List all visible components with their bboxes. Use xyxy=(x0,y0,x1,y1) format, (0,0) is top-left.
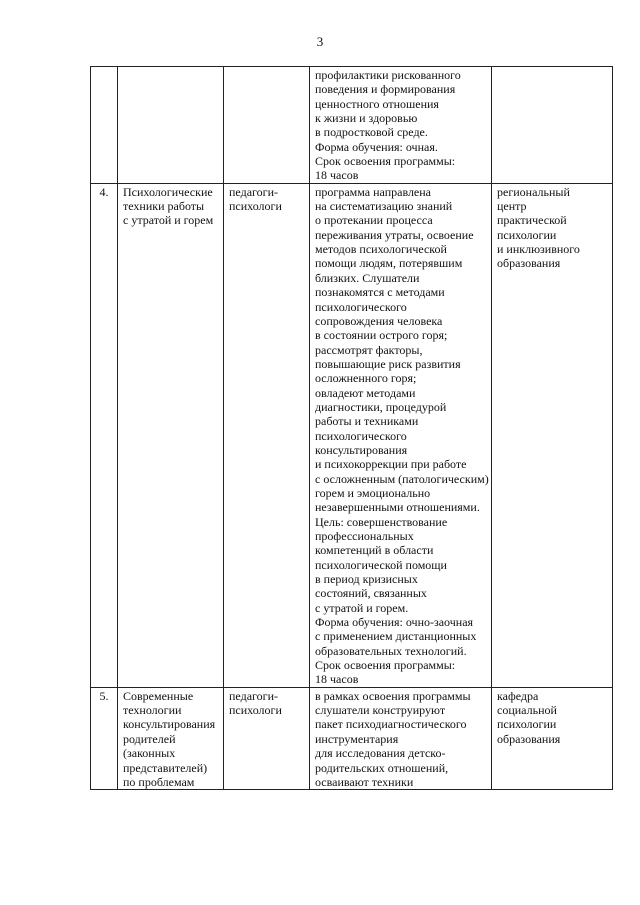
text-line: пакет психодиагностического xyxy=(315,717,467,732)
text-line: ценностного отношения xyxy=(315,96,439,111)
text-line: технологии xyxy=(123,703,182,718)
description-cell xyxy=(310,183,492,687)
text-line: педагоги- xyxy=(229,184,278,199)
organization-cell xyxy=(492,687,613,789)
text-line: Современные xyxy=(123,688,194,703)
text-line: психологи xyxy=(229,703,282,718)
text-line: по проблемам xyxy=(123,774,195,789)
text-line: методов психологической xyxy=(315,242,447,257)
table-row xyxy=(91,67,613,184)
table-row xyxy=(91,687,613,789)
text-line: с утратой и горем xyxy=(123,213,214,228)
text-line: региональный xyxy=(497,184,570,199)
text-line: 18 часов xyxy=(315,168,359,183)
text-line: представителей) xyxy=(123,760,208,775)
text-line: центр xyxy=(497,199,527,214)
program-name-cell xyxy=(118,183,224,687)
text-line: осваивают техники xyxy=(315,774,414,789)
text-line: незавершенными отношениями. xyxy=(315,500,480,515)
row-number-cell: 5. xyxy=(91,687,118,789)
text-line: рассмотрят факторы, xyxy=(315,342,423,357)
text-line: Цель: совершенствование xyxy=(315,514,448,529)
text-line: Психологические xyxy=(123,184,213,199)
description-cell xyxy=(310,687,492,789)
text-line: познакомятся с методами xyxy=(315,285,445,300)
text-line: помощи людям, потерявшим xyxy=(315,256,463,271)
text-line: для исследования детско- xyxy=(315,746,446,761)
page-number: 3 xyxy=(316,34,324,49)
text-line: консультирования xyxy=(315,442,408,457)
text-line: Срок освоения программы: xyxy=(315,658,456,673)
text-line: социальной xyxy=(497,703,557,718)
text-line: психологи xyxy=(229,199,282,214)
text-line: сопровождения человека xyxy=(315,313,443,328)
program-name-cell xyxy=(118,67,224,184)
text-line: психологического xyxy=(315,428,407,443)
description-cell xyxy=(310,67,492,184)
organization-cell xyxy=(492,183,613,687)
audience-cell xyxy=(224,183,310,687)
text-line: техники работы xyxy=(123,199,205,214)
text-line: (законных xyxy=(123,746,176,761)
row-number-cell: 4. xyxy=(91,183,118,687)
text-line: к жизни и здоровью xyxy=(315,111,418,126)
text-line: профилактики рискованного xyxy=(315,68,461,82)
row-number-cell xyxy=(91,67,118,184)
text-line: работы и техниками xyxy=(315,414,419,429)
text-line: повышающие риск развития xyxy=(315,356,461,371)
text-line: в состоянии острого горя; xyxy=(315,328,448,343)
text-line: психологии xyxy=(497,227,557,242)
text-line: поведения и формирования xyxy=(315,82,456,97)
text-line: психологии xyxy=(497,717,557,732)
program-name-cell xyxy=(118,687,224,789)
text-line: 18 часов xyxy=(315,672,359,687)
text-line: горем и эмоционально xyxy=(315,485,431,500)
text-line: образовательных технологий. xyxy=(315,643,467,658)
text-line: образования xyxy=(497,256,561,271)
audience-cell xyxy=(224,67,310,184)
text-line: о протекании процесса xyxy=(315,213,433,228)
text-line: с осложненным (патологическим) xyxy=(315,471,489,486)
text-line: родителей xyxy=(123,731,176,746)
text-line: и психокоррекции при работе xyxy=(315,457,467,472)
text-line: на систематизацию знаний xyxy=(315,199,453,214)
programs-table xyxy=(90,66,613,790)
text-line: компетенций в области xyxy=(315,543,434,558)
text-line: практической xyxy=(497,213,567,228)
text-line: Форма обучения: очная. xyxy=(315,139,438,154)
text-line: овладеют методами xyxy=(315,385,416,400)
text-line: кафедра xyxy=(497,688,539,703)
table-row xyxy=(91,183,613,687)
text-line: и инклюзивного xyxy=(497,242,580,257)
text-line: с применением дистанционных xyxy=(315,629,477,644)
text-line: консультирования xyxy=(123,717,216,732)
text-line: близких. Слушатели xyxy=(315,270,420,285)
text-line: Форма обучения: очно-заочная xyxy=(315,615,474,630)
text-line: психологического xyxy=(315,299,407,314)
text-line: профессиональных xyxy=(315,529,414,543)
text-line: Срок освоения программы: xyxy=(315,154,456,169)
text-line: диагностики, процедурой xyxy=(315,399,447,414)
text-line: образования xyxy=(497,731,561,746)
audience-cell xyxy=(224,687,310,789)
text-line: в период кризисных xyxy=(315,572,418,587)
text-line: в подростковой среде. xyxy=(315,125,428,140)
programs-table-body xyxy=(91,67,613,790)
text-line: инструментария xyxy=(315,731,399,746)
text-line: родительских отношений, xyxy=(315,760,449,775)
text-line: состояний, связанных xyxy=(315,586,427,601)
text-line: психологической помощи xyxy=(315,557,447,572)
organization-cell xyxy=(492,67,613,184)
text-line: программа направлена xyxy=(315,184,432,199)
text-line: переживания утраты, освоение xyxy=(315,227,474,242)
text-line: педагоги- xyxy=(229,688,278,703)
text-line: слушатели конструируют xyxy=(315,703,446,718)
text-line: в рамках освоения программы xyxy=(315,688,471,703)
text-line: с утратой и горем. xyxy=(315,600,409,615)
text-line: осложненного горя; xyxy=(315,371,417,386)
